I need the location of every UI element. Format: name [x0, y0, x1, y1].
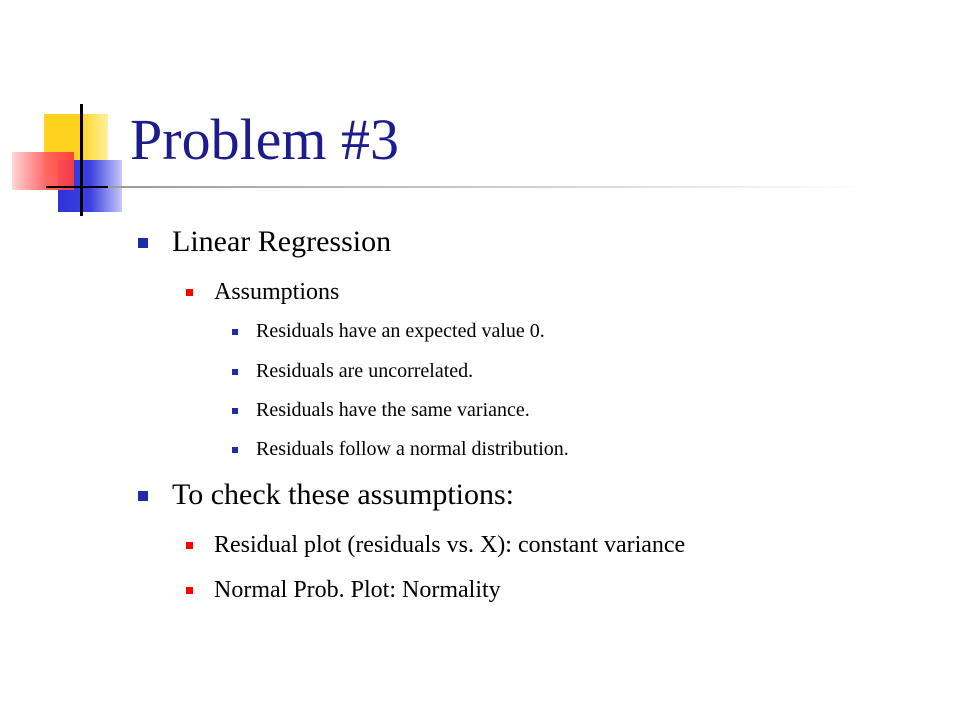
bullet-square-icon	[186, 587, 193, 594]
bullet-residuals-uncorrelated	[256, 358, 473, 384]
bullet-square-icon	[232, 329, 238, 335]
bullet-text: Residuals follow a normal distribution.	[256, 438, 569, 460]
bullet-normal-prob-plot	[214, 575, 501, 605]
bullet-text: Residuals have an expected value 0.	[256, 320, 545, 342]
bullet-residuals-same-variance	[256, 397, 530, 423]
bullet-text: Linear Regression	[172, 225, 392, 258]
bullet-square-icon	[232, 447, 238, 453]
bullet-check-assumptions	[172, 477, 514, 513]
decorative-vertical-line	[80, 104, 83, 216]
bullet-square-icon	[138, 491, 148, 501]
bullet-square-icon	[138, 238, 148, 248]
title-underline	[108, 186, 868, 188]
bullet-residual-plot	[214, 530, 685, 560]
bullet-square-icon	[232, 369, 238, 375]
bullet-text: Residuals have the same variance.	[256, 399, 530, 421]
bullet-square-icon	[186, 542, 193, 549]
bullet-text: Residual plot (residuals vs. X): constant variance	[214, 532, 686, 558]
decorative-red-square	[12, 152, 74, 190]
bullet-residuals-expected-value	[256, 318, 545, 344]
bullet-text: Normal Prob. Plot: Normality	[214, 577, 501, 603]
bullet-text: Residuals are uncorrelated.	[256, 360, 474, 382]
bullet-residuals-normal-distribution	[256, 436, 569, 462]
bullet-square-icon	[186, 289, 193, 296]
slide-title: Problem #3	[130, 107, 400, 172]
bullet-text: To check these assumptions:	[172, 478, 514, 511]
bullet-square-icon	[232, 408, 238, 414]
bullet-assumptions	[214, 277, 339, 307]
bullet-text: Assumptions	[214, 279, 340, 305]
bullet-linear-regression	[172, 224, 391, 260]
